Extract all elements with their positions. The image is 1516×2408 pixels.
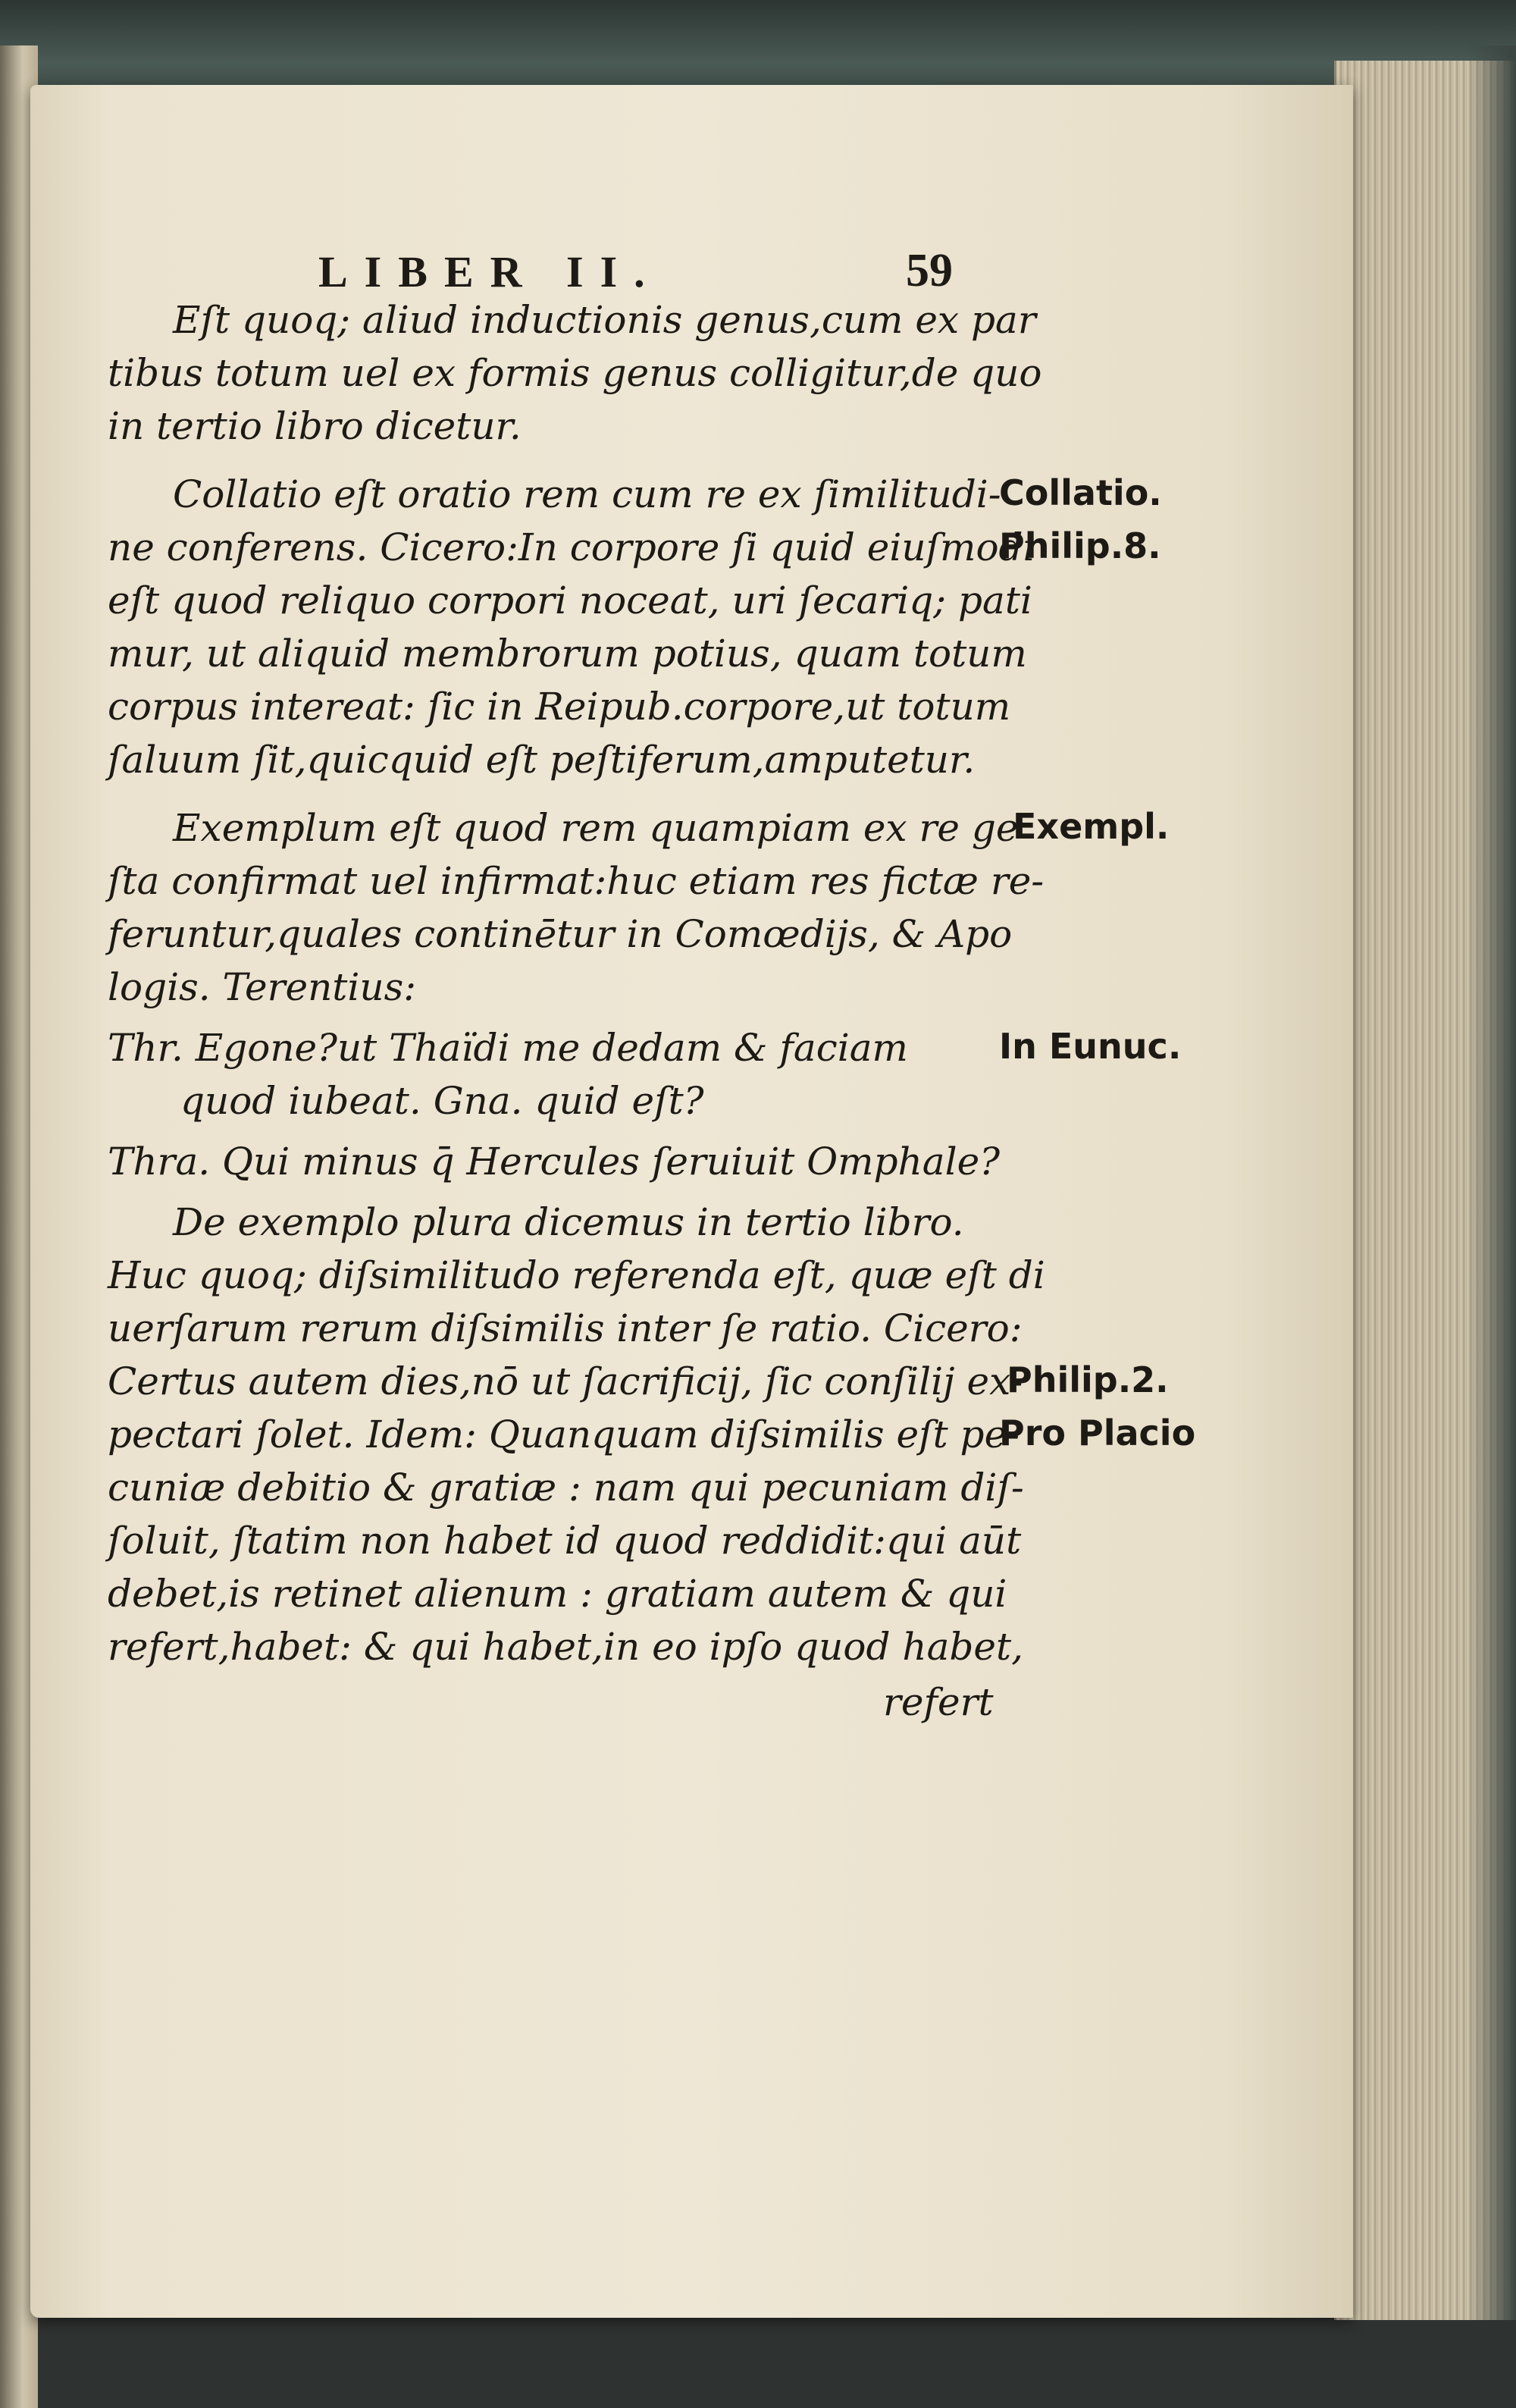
body-line: ſaluum ſit,quicquid eſt peſtiferum,amputetur. [108, 738, 976, 782]
marginal-note: Philip.8. [999, 525, 1161, 566]
marginal-note: Pro Placio [999, 1413, 1196, 1453]
marginal-note: Collatio. [999, 472, 1162, 513]
body-line: Exemplum eſt quod rem quampiam ex re ge [173, 806, 1019, 850]
body-line: refert,habet: & qui habet,in eo ipſo quod habet, [108, 1625, 1023, 1669]
body-line: ſoluit, ſtatim non habet id quod reddidit:qui aūt [108, 1519, 1022, 1563]
body-line: eſt quod reliquo corpori noceat, uri ſecariq; pati [108, 578, 1032, 622]
body-line: cuniæ debitio & gratiæ : nam qui pecuniam diſ- [108, 1466, 1024, 1510]
body-line: corpus intereat: ſic in Reipub.corpore,ut totum [108, 685, 1011, 729]
running-title: LIBER II. [318, 247, 662, 296]
catchword: refert [883, 1680, 994, 1724]
body-line: feruntur,quales continētur in Comœdijs, & Apo [108, 912, 1013, 956]
body-line: Thr. Egone?ut Thaïdi me dedam & faciam [108, 1026, 908, 1070]
body-line: logis. Terentius: [108, 965, 417, 1009]
body-line: Collatio eſt oratio rem cum re ex ſimilitudi- [173, 472, 1001, 516]
body-line: Huc quoq; diſsimilitudo referenda eſt, quæ eſt di [108, 1253, 1045, 1297]
body-line: ne conferens. Cicero:In corpore ſi quid eiuſmodi [108, 525, 1035, 569]
body-line: uerſarum rerum diſsimilis inter ſe ratio. Cicero: [108, 1306, 1023, 1350]
fore-edge-shadow [1467, 45, 1516, 2320]
body-line: quod iubeat. Gna. quid eſt? [180, 1079, 704, 1123]
marginal-note: Philip.2. [1007, 1359, 1169, 1400]
body-line: Eſt quoq; aliud inductionis genus,cum ex par [173, 298, 1036, 342]
page-number: 59 [906, 245, 953, 296]
body-line: debet,is retinet alienum : gratiam autem & qui [108, 1572, 1007, 1616]
body-line: mur, ut aliquid membrorum potius, quam totum [108, 632, 1027, 676]
body-line: Thra. Qui minus q̄ Hercules ſeruiuit Omphale? [108, 1140, 1001, 1184]
body-line: ſta confirmat uel infirmat:huc etiam res fictæ re- [108, 859, 1045, 903]
marginal-note: Exempl. [1013, 806, 1170, 847]
body-line: De exemplo plura dicemus in tertio libro. [173, 1200, 964, 1244]
body-line: tibus totum uel ex formis genus colligitur,de quo [108, 351, 1042, 395]
body-line: in tertio libro dicetur. [108, 404, 522, 448]
body-line: pectari ſolet. Idem: Quanquam diſsimilis eſt pe- [108, 1413, 1020, 1456]
body-line: Certus autem dies,nō ut ſacrificij, ſic conſilij ex- [108, 1359, 1023, 1403]
marginal-note: In Eunuc. [999, 1026, 1182, 1067]
